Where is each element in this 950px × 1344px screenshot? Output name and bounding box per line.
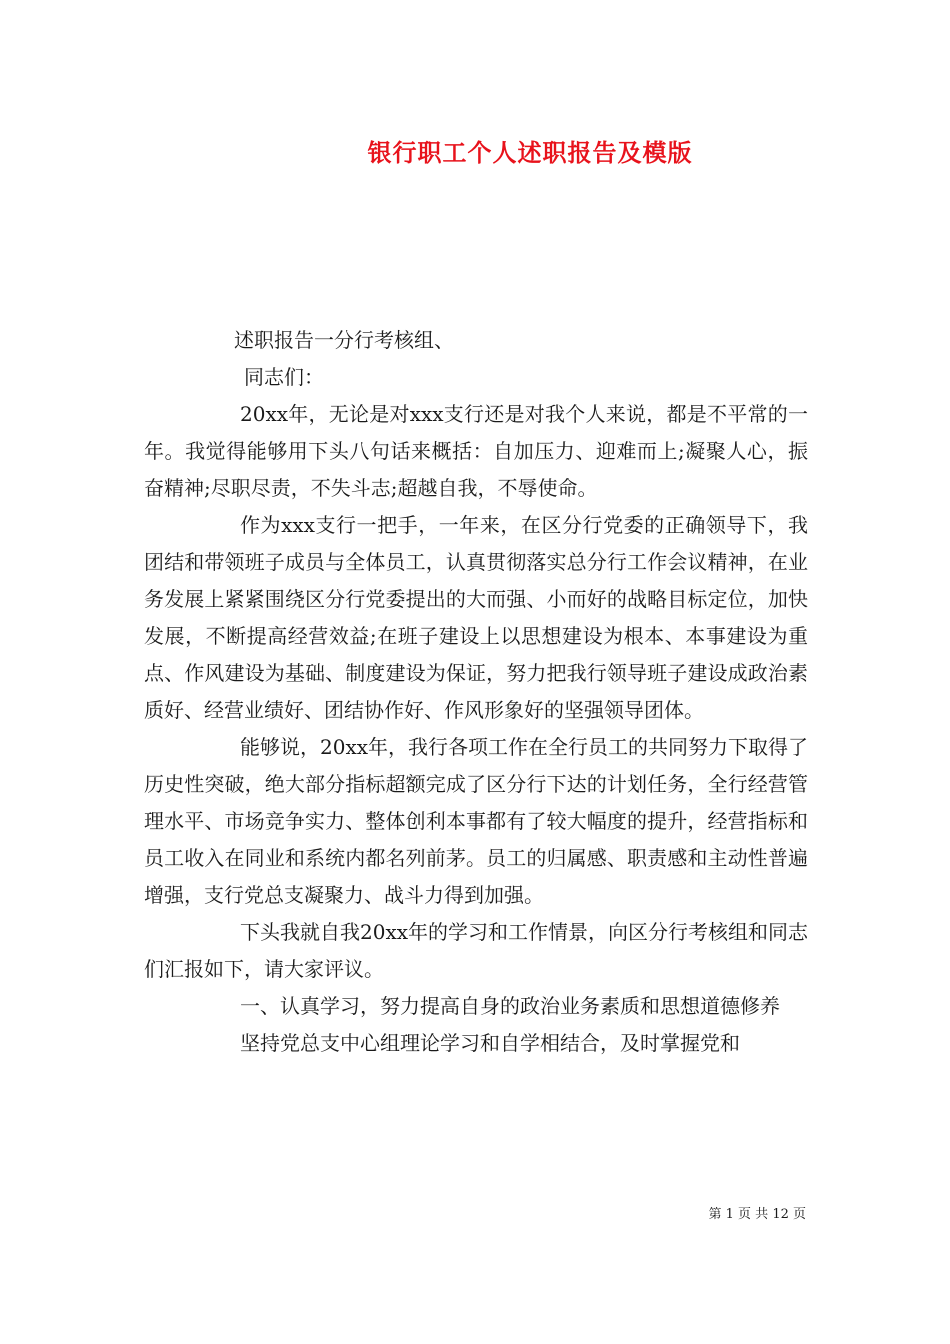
page-number: 第 1 页 共 12 页 [708,1207,806,1222]
document-title: 银行职工个人述职报告及模版 [367,138,693,167]
document-body [144,322,808,1062]
paragraph-2: 作为xxx支行一把手，一年来，在区分行党委的正确领导下，我团结和带领班子成员与全体员工，认真贯彻落实总分行工作会议精神，在业务发展上紧紧围绕区分行党委提出的大而强、小而好的战略目标定位，加快发展，不断提高经营效益;在班子建设上以思想建设为根本、本事建设为重点、作风建设为基础、制度建设为保证，努力把我行领导班子建设成政治素质好、经营业绩好、团结协作好、作风形象好的坚强领导团体。 [144,513,808,722]
paragraph-4: 下头我就自我20xx年的学习和工作情景，向区分行考核组和同志们汇报如下，请大家评议。 [144,920,809,981]
section-heading-1: 一、认真学习，努力提高自身的政治业务素质和思想道德修养 [240,994,780,1018]
paragraph-1: 20xx年，无论是对xxx支行还是对我个人来说，都是不平常的一年。我觉得能够用下头八句话来概括：自加压力、迎难而上;凝聚人心，振奋精神;尽职尽责，不失斗志;超越自我，不辱使命。 [144,402,808,500]
paragraph-5: 坚持党总支中心组理论学习和自学相结合，及时掌握党和 [240,1031,740,1055]
paragraph-3: 能够说，20xx年，我行各项工作在全行员工的共同努力下取得了历史性突破，绝大部分指标超额完成了区分行下达的计划任务，全行经营管理水平、市场竞争实力、整体创利本事都有了较大幅度的提升，经营指标和员工收入在同业和系统内都名列前茅。员工的归属感、职责感和主动性普遍增强，支行党总支凝聚力、战斗力得到加强。 [144,735,809,907]
greeting: 同志们： [244,365,324,389]
salutation: 述职报告一分行考核组、 [234,328,454,352]
